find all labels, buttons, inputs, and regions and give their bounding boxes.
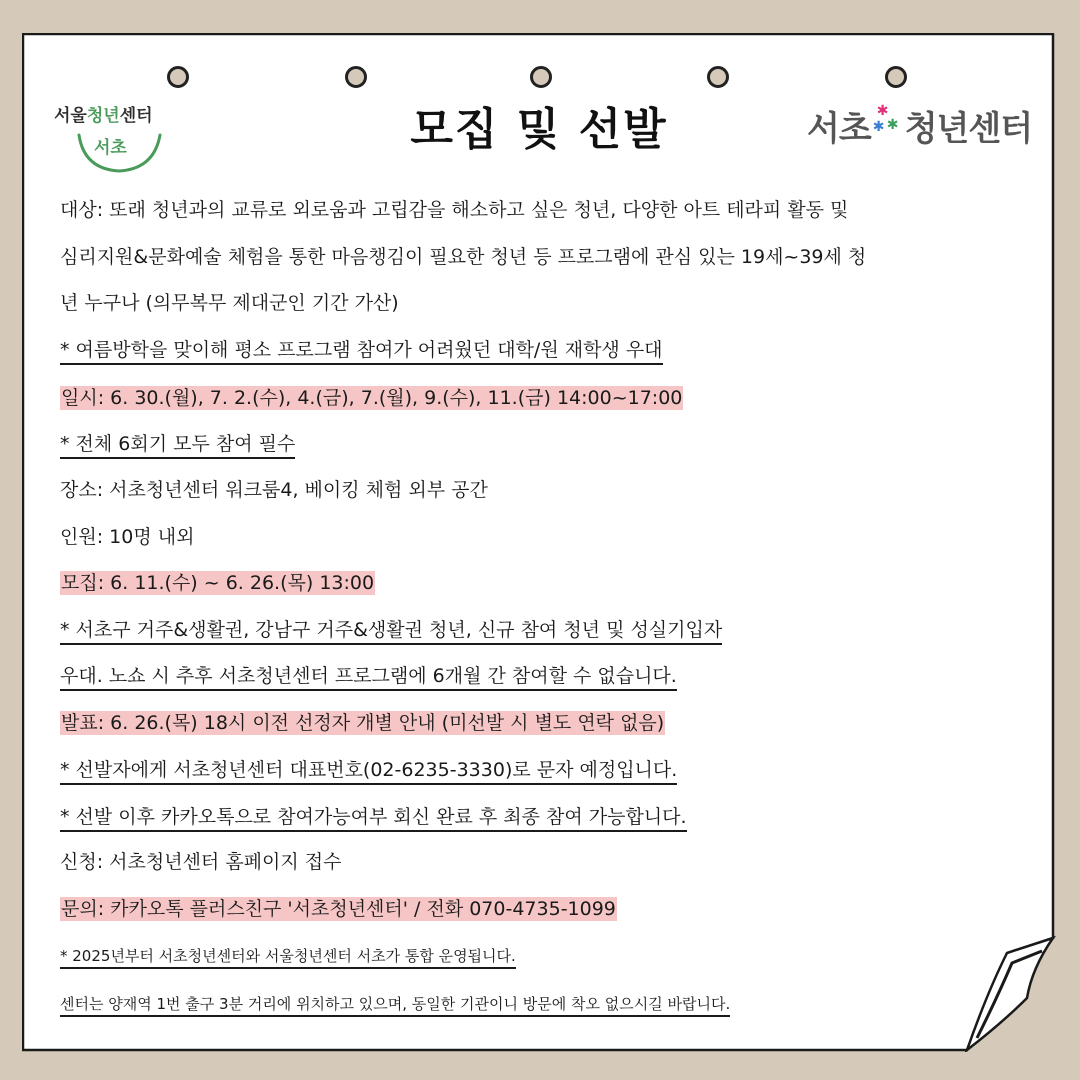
binder-hole [167, 66, 189, 88]
info-line-text: 인원: 10명 내외 [60, 526, 195, 548]
info-line-text: 모집: 6. 11.(수) ~ 6. 26.(목) 13:00 [61, 572, 375, 594]
info-line-text: 우대. 노쇼 시 추후 서초청년센터 프로그램에 6개월 간 참여할 수 없습니다. [60, 665, 677, 691]
seoul-youth-center-logo: 서울청년센터 서초 [52, 91, 182, 186]
info-line-text: * 전체 6회기 모두 참여 필수 [60, 433, 295, 459]
seocho-youth-center-logo: 서초 ✱ ✱ ✱ 청년센터 [807, 102, 1033, 149]
info-line [60, 289, 399, 317]
info-line [60, 476, 488, 504]
info-line-text: * 2025년부터 서초청년센터와 서울청년센터 서초가 통합 운영됩니다. [60, 947, 516, 969]
star-icon: ✱ ✱ ✱ [872, 102, 898, 135]
info-line-text: * 선발자에게 서초청년센터 대표번호(02-6235-3330)로 문자 예정입니다. [60, 759, 677, 785]
info-line [60, 662, 677, 690]
info-line-text: * 서초구 거주&생활권, 강남구 거주&생활권 청년, 신규 참여 청년 및 성실기입자 [60, 619, 722, 645]
info-line-text: 문의: 카카오톡 플러스친구 '서초청년센터' / 전화 070-4735-1099 [61, 898, 616, 920]
info-line-text: 발표: 6. 26.(목) 18시 이전 선정자 개별 안내 (미선발 시 별도 연락 없음) [61, 712, 665, 734]
binder-hole [530, 66, 552, 88]
info-line [60, 616, 722, 644]
binder-hole [885, 66, 907, 88]
page-title: 모집 및 선발 [410, 104, 668, 155]
info-line [60, 848, 341, 876]
info-line [60, 430, 295, 458]
info-line-text: 심리지원&문화예술 체험을 통한 마음챙김이 필요한 청년 등 프로그램에 관심 있는 19세~39세 청 [60, 246, 867, 268]
info-line [60, 243, 866, 271]
info-line [60, 384, 683, 412]
info-line [60, 756, 677, 784]
info-line [60, 336, 663, 364]
info-line-text: 장소: 서초청년센터 워크룸4, 베이킹 체험 외부 공간 [60, 479, 488, 501]
binder-hole [345, 66, 367, 88]
info-line-text: * 여름방학을 맞이해 평소 프로그램 참여가 어려웠던 대학/원 재학생 우대 [60, 339, 663, 365]
info-line [60, 709, 665, 737]
info-line-text: 대상: 또래 청년과의 교류로 외로움과 고립감을 해소하고 싶은 청년, 다양한 아트 테라피 활동 및 [60, 199, 849, 221]
info-line [60, 196, 848, 224]
binder-hole [707, 66, 729, 88]
info-line-text: 년 누구나 (의무복무 제대군인 기간 가산) [60, 292, 399, 314]
info-line [60, 569, 375, 597]
info-line [60, 942, 516, 970]
info-line [60, 895, 617, 923]
info-line [60, 803, 687, 831]
info-line [60, 990, 730, 1018]
info-line-text: 신청: 서초청년센터 홈페이지 접수 [60, 851, 342, 873]
info-line-text: 센터는 양재역 1번 출구 3분 거리에 위치하고 있으며, 동일한 기관이니 방문에 착오 없으시길 바랍니다. [60, 995, 730, 1017]
info-line-text: 일시: 6. 30.(월), 7. 2.(수), 4.(금), 7.(월), 9.(수), 11.(금) 14:00~17:00 [61, 387, 683, 409]
info-line [60, 523, 194, 551]
info-line-text: * 선발 이후 카카오톡으로 참여가능여부 회신 완료 후 최종 참여 가능합니다. [60, 806, 687, 832]
